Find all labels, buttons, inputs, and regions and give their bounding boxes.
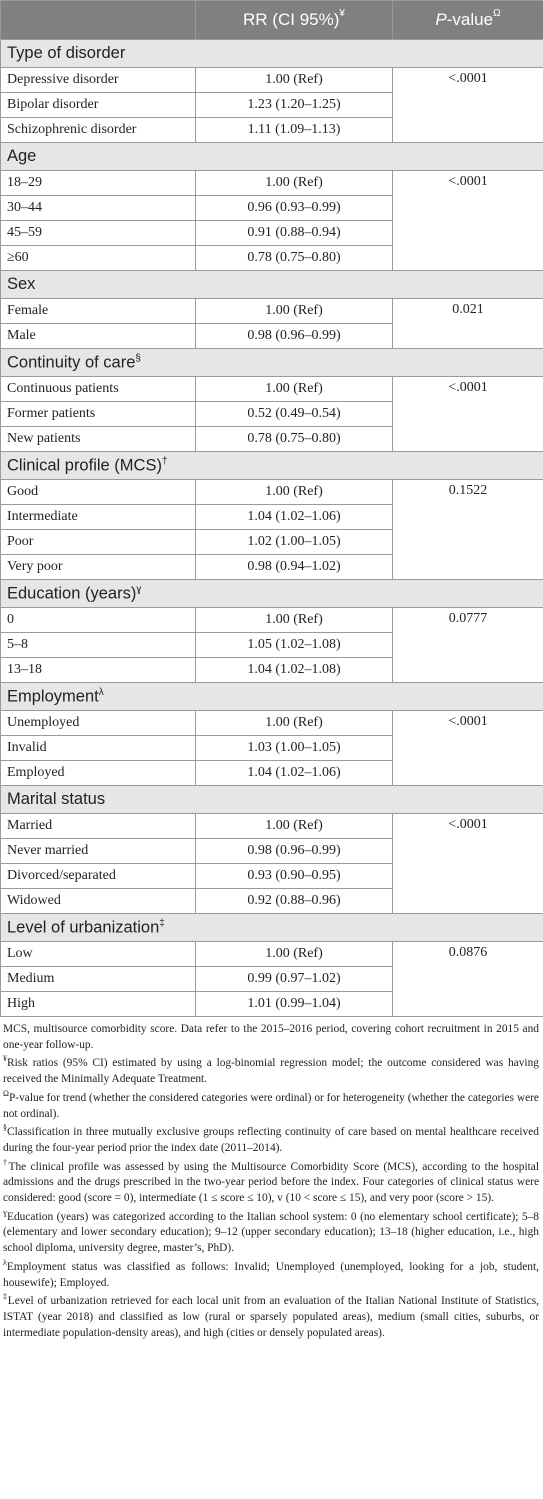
header-variable — [1, 1, 196, 40]
row-rr-value: 1.04 (1.02–1.06) — [196, 761, 393, 786]
table-body — [1, 40, 543, 1017]
section-title — [1, 786, 543, 814]
row-rr-value: 0.78 (0.75–0.80) — [196, 427, 393, 452]
section-pvalue: <.0001 — [393, 377, 543, 452]
row-rr-value: 0.92 (0.88–0.96) — [196, 889, 393, 914]
row-label: Good — [1, 480, 196, 505]
footnote-symbol: ‡ — [3, 1292, 8, 1302]
footnote — [3, 1260, 539, 1291]
row-rr-value: 0.78 (0.75–0.80) — [196, 246, 393, 271]
row-label: Continuous patients — [1, 377, 196, 402]
header-pvalue — [393, 1, 543, 40]
row-label: Male — [1, 324, 196, 349]
section-pvalue: <.0001 — [393, 68, 543, 143]
row-rr-value: 1.02 (1.00–1.05) — [196, 530, 393, 555]
section-footnote-mark: ɣ — [136, 583, 142, 595]
footnote-text: P-value for trend (whether the considered categories were ordinal) or for heterogeneity (whether the categories were not ordinal). — [3, 1091, 539, 1120]
section-pvalue: <.0001 — [393, 711, 543, 786]
section-footnote-mark: § — [135, 352, 141, 364]
row-rr-value: 1.04 (1.02–1.06) — [196, 505, 393, 530]
table-row — [1, 171, 543, 196]
row-label: 18–29 — [1, 171, 196, 196]
table-row — [1, 377, 543, 402]
table-row — [1, 942, 543, 967]
section-title — [1, 40, 543, 68]
section-title-text: Marital status — [7, 790, 106, 808]
row-label: 45–59 — [1, 221, 196, 246]
section-pvalue: <.0001 — [393, 171, 543, 271]
row-label: Poor — [1, 530, 196, 555]
section-header-row — [1, 349, 543, 377]
table-row — [1, 480, 543, 505]
section-title-text: Sex — [7, 275, 36, 293]
section-footnote-mark: ‡ — [159, 917, 165, 929]
row-rr-value: 1.00 (Ref) — [196, 480, 393, 505]
row-rr-value: 0.52 (0.49–0.54) — [196, 402, 393, 427]
row-label: Schizophrenic disorder — [1, 118, 196, 143]
section-title-text: Education (years) — [7, 584, 137, 603]
row-rr-value: 0.96 (0.93–0.99) — [196, 196, 393, 221]
section-header-row — [1, 40, 543, 68]
header-rr — [196, 1, 393, 40]
row-rr-value: 1.00 (Ref) — [196, 377, 393, 402]
section-title — [1, 271, 543, 299]
row-label: Intermediate — [1, 505, 196, 530]
section-title — [1, 683, 543, 711]
table-row — [1, 299, 543, 324]
section-header-row — [1, 271, 543, 299]
row-rr-value: 1.00 (Ref) — [196, 299, 393, 324]
table-header-row — [1, 1, 543, 40]
footnote-text: Education (years) was categorized according to the Italian school system: 0 (no elementary school certificate); 5–8 (elementary and lower secondary education); 9–12 (upper secondary education); 13–18 (higher education, i.e., high school diploma, university degree, master’s, PhD). — [3, 1210, 539, 1255]
footnote-symbol: § — [3, 1123, 7, 1133]
row-rr-value: 1.00 (Ref) — [196, 171, 393, 196]
row-label: 5–8 — [1, 633, 196, 658]
header-rr-label: RR (CI 95%) — [243, 10, 340, 29]
row-rr-value: 0.99 (0.97–1.02) — [196, 967, 393, 992]
row-label: Low — [1, 942, 196, 967]
footnote — [3, 1091, 539, 1122]
row-label: Female — [1, 299, 196, 324]
footnote-text: The clinical profile was assessed by using the Multisource Comorbidity Score (MCS), according to the hospital admissions and the drugs prescribed in the two-year period before the index. Four categories of clinical status were considered: good (score = 0), intermediate (1 ≤ score ≤ 10), v (10 < score ≤ 15), and very poor (score > 15). — [3, 1160, 539, 1205]
footnote — [3, 1022, 539, 1053]
row-rr-value: 0.98 (0.96–0.99) — [196, 839, 393, 864]
header-rr-sup: ¥ — [339, 8, 345, 20]
table-row — [1, 608, 543, 633]
footnote-text: Level of urbanization retrieved for each local unit from an evaluation of the Italian National Institute of Statistics, ISTAT (year 2018) and classified as low (rural or sparsely populated areas), medium (small cities, suburbs, or intermediate population-density areas), and high (cities or densely populated areas). — [3, 1295, 540, 1339]
section-title — [1, 452, 543, 480]
footnote — [3, 1056, 539, 1087]
section-title-text: Level of urbanization — [7, 918, 160, 937]
section-header-row — [1, 452, 543, 480]
row-rr-value: 0.93 (0.90–0.95) — [196, 864, 393, 889]
row-rr-value: 0.98 (0.96–0.99) — [196, 324, 393, 349]
row-label: Widowed — [1, 889, 196, 914]
footnote-symbol: λ — [3, 1258, 7, 1268]
row-rr-value: 1.00 (Ref) — [196, 68, 393, 93]
footnote — [3, 1294, 539, 1341]
section-pvalue: 0.0876 — [393, 942, 543, 1017]
table-row — [1, 711, 543, 736]
row-rr-value: 1.05 (1.02–1.08) — [196, 633, 393, 658]
row-label: Bipolar disorder — [1, 93, 196, 118]
footnote-text: Risk ratios (95% CI) estimated by using a log-binomial regression model; the outcome considered was having received the Minimally Adequate Treatment. — [3, 1057, 539, 1086]
row-label: Married — [1, 814, 196, 839]
section-pvalue: 0.021 — [393, 299, 543, 349]
section-pvalue: 0.1522 — [393, 480, 543, 580]
section-header-row — [1, 580, 543, 608]
section-footnote-mark: † — [161, 455, 168, 467]
row-label: 0 — [1, 608, 196, 633]
row-label: 30–44 — [1, 196, 196, 221]
table-row — [1, 68, 543, 93]
row-label: New patients — [1, 427, 196, 452]
row-label: High — [1, 992, 196, 1017]
section-title-text: Clinical profile (MCS) — [7, 456, 162, 475]
footnote-symbol: ¥ — [3, 1054, 7, 1064]
section-title-text: Continuity of care — [7, 353, 136, 372]
row-rr-value: 1.01 (0.99–1.04) — [196, 992, 393, 1017]
row-label: Divorced/separated — [1, 864, 196, 889]
row-label: Very poor — [1, 555, 196, 580]
row-rr-value: 1.00 (Ref) — [196, 942, 393, 967]
section-title-text: Employment — [7, 687, 99, 706]
row-label: 13–18 — [1, 658, 196, 683]
row-label: Unemployed — [1, 711, 196, 736]
row-label: Medium — [1, 967, 196, 992]
section-header-row — [1, 683, 543, 711]
row-label: Never married — [1, 839, 196, 864]
row-label: Employed — [1, 761, 196, 786]
row-rr-value: 1.03 (1.00–1.05) — [196, 736, 393, 761]
row-label: Former patients — [1, 402, 196, 427]
footnotes — [0, 1017, 543, 1341]
section-title — [1, 143, 543, 171]
row-rr-value: 1.00 (Ref) — [196, 711, 393, 736]
section-header-row — [1, 143, 543, 171]
row-rr-value: 1.00 (Ref) — [196, 608, 393, 633]
section-header-row — [1, 786, 543, 814]
section-footnote-mark: λ — [98, 686, 104, 698]
section-title — [1, 580, 543, 608]
footnote-symbol: Ω — [3, 1089, 9, 1099]
section-title-text: Age — [7, 147, 37, 165]
table-row — [1, 814, 543, 839]
footnote — [3, 1157, 539, 1207]
footnote — [3, 1207, 539, 1257]
row-rr-value: 1.04 (1.02–1.08) — [196, 658, 393, 683]
header-pvalue-sup: Ω — [493, 8, 501, 20]
row-rr-value: 1.23 (1.20–1.25) — [196, 93, 393, 118]
footnote-symbol: ɣ — [3, 1207, 7, 1217]
section-title — [1, 914, 543, 942]
section-header-row — [1, 914, 543, 942]
footnote-text: Classification in three mutually exclusive groups reflecting continuity of care based on mental healthcare received during the four-year period prior the index date (2011–2014). — [3, 1126, 539, 1154]
header-pvalue-italic: P — [435, 10, 447, 29]
footnote-text: Employment status was classified as follows: Invalid; Unemployed (unemployed, looking for a job, student, housewife); Employed. — [3, 1260, 539, 1289]
row-label: Depressive disorder — [1, 68, 196, 93]
section-pvalue: <.0001 — [393, 814, 543, 914]
row-rr-value: 0.91 (0.88–0.94) — [196, 221, 393, 246]
header-pvalue-rest: -value — [446, 10, 494, 29]
row-label: ≥60 — [1, 246, 196, 271]
footnote — [3, 1125, 539, 1156]
footnote-symbol: † — [3, 1157, 9, 1167]
row-label: Invalid — [1, 736, 196, 761]
section-title-text: Type of disorder — [7, 44, 126, 62]
row-rr-value: 1.11 (1.09–1.13) — [196, 118, 393, 143]
section-pvalue: 0.0777 — [393, 608, 543, 683]
row-rr-value: 0.98 (0.94–1.02) — [196, 555, 393, 580]
row-rr-value: 1.00 (Ref) — [196, 814, 393, 839]
section-title — [1, 349, 543, 377]
footnote-text: MCS, multisource comorbidity score. Data refer to the 2015–2016 period, covering cohort recruitment in 2015 and one-year follow-up. — [3, 1023, 539, 1051]
